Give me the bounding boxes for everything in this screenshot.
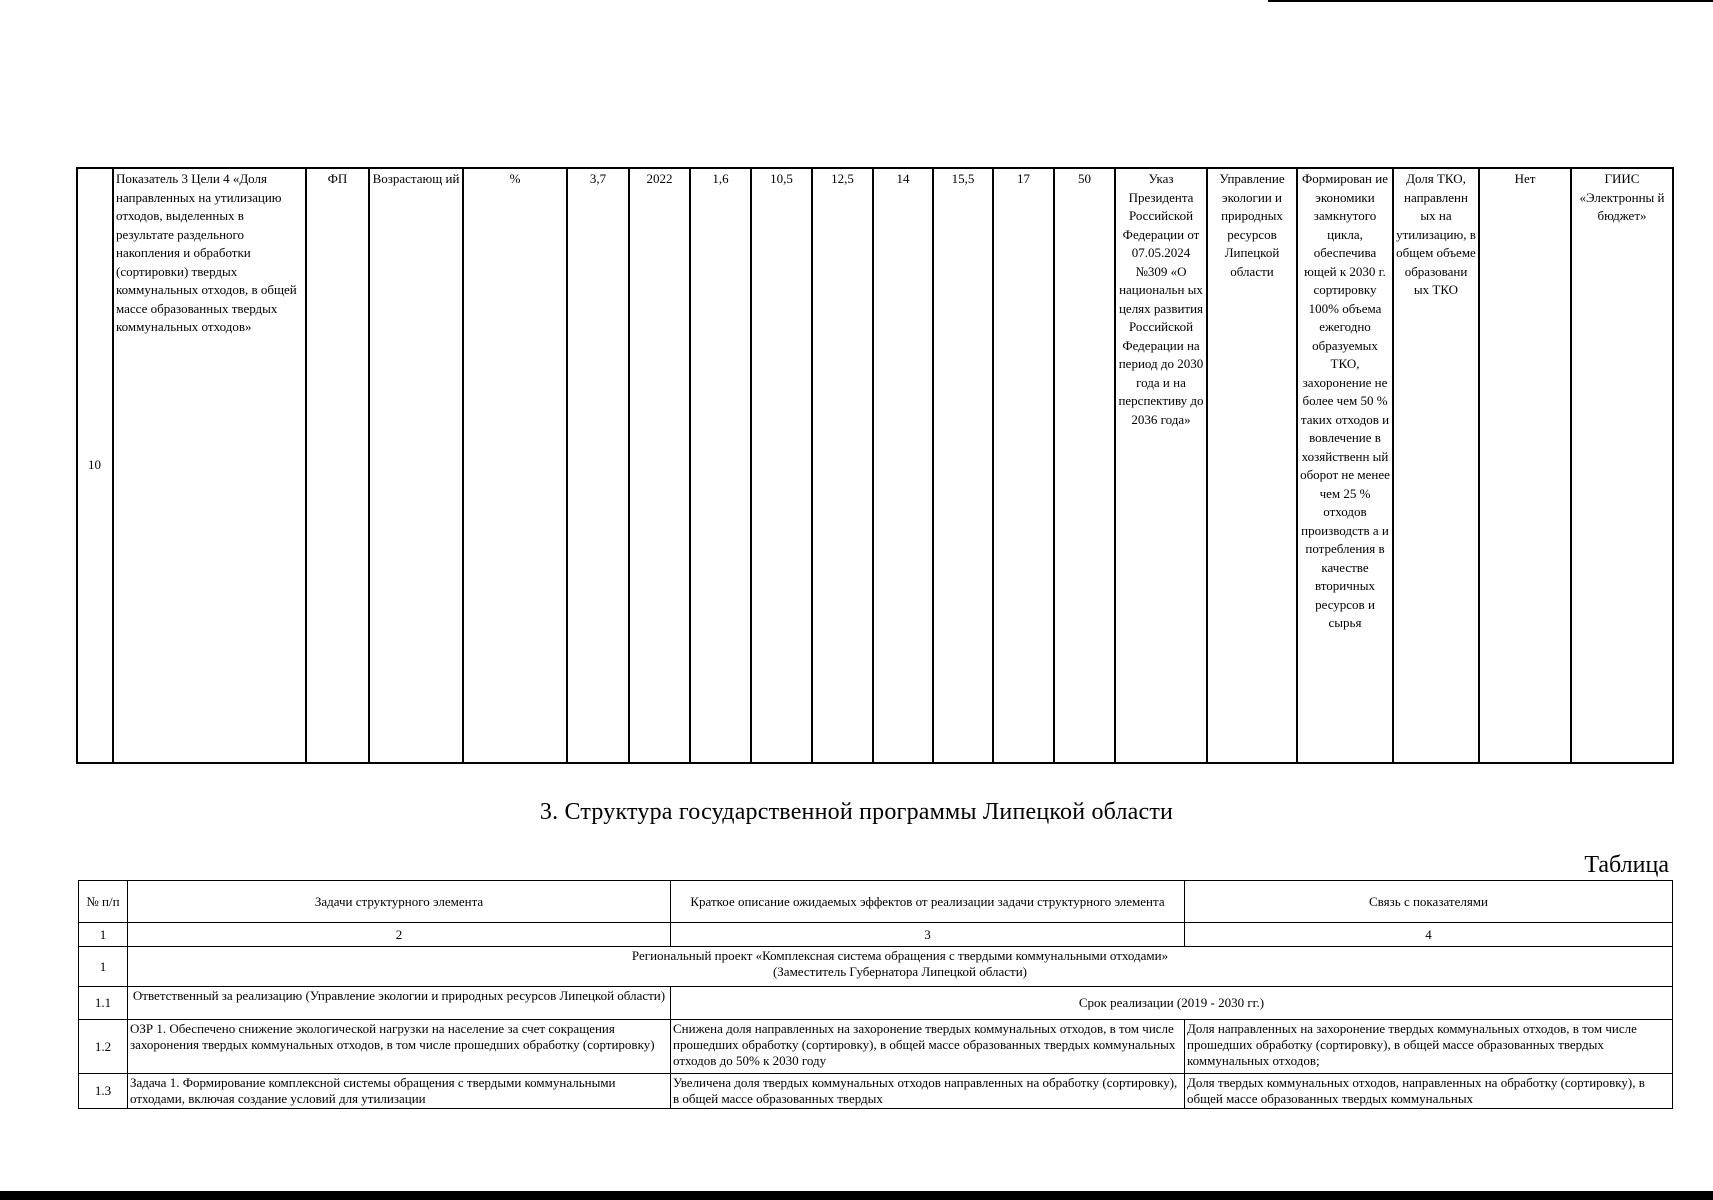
table-row <box>79 1020 1673 1074</box>
structure-table <box>78 880 1673 1109</box>
national-indicator: Доля ТКО, направленн ых на утилизацию, в общем объеме образовани ых ТКО <box>1393 168 1479 763</box>
responsible-body: Управление экологии и природных ресурсов Липецкой области <box>1207 168 1297 763</box>
scan-edge-bottom <box>0 1191 1713 1200</box>
year-value: 1,6 <box>690 168 751 763</box>
responsible-text: Ответственный за реализацию (Управление экологии и природных ресурсов Липецкой области) <box>128 987 671 1020</box>
indicator-unit: % <box>463 168 567 763</box>
column-number: 3 <box>671 923 1185 947</box>
row-number: 1.1 <box>79 987 128 1020</box>
year-value: 14 <box>873 168 933 763</box>
task-cell: Задача 1. Формирование комплексной системы обращения с твердыми коммунальными отходами, включая создание условий для утилизации <box>128 1074 671 1109</box>
row-number: 10 <box>77 168 113 763</box>
column-number: 1 <box>79 923 128 947</box>
indicator-table <box>76 167 1674 764</box>
project-curator: (Заместитель Губернатора Липецкой области) <box>772 964 1028 979</box>
indicator-name: Показатель 3 Цели 4 «Доля направленных на утилизацию отходов, выделенных в результате раздельного накопления и обработки (сортировки) твердых коммунальных отходов, в общей массе образованных твердых коммунальных отходов» <box>113 168 306 763</box>
section-title: 3. Структура государственной программы Липецкой области <box>539 799 1174 825</box>
national-goal-link: Формирован ие экономики замкнутого цикла, обеспечива ющей к 2030 г. сортировку 100% объема ежегодно образуемых ТКО, захоронение не более чем 50 % таких отходов и вовлечение в хозяйственн ый оборот не менее чем 25 % отходов производств а и потребления в качестве вторичных ресурсов и сырья <box>1297 168 1393 763</box>
effect-cell: Увеличена доля твердых коммунальных отходов направленных на обработку (сортировку), в общей массе образованных твердых <box>671 1074 1185 1109</box>
row-number: 1 <box>79 947 128 987</box>
information-system: ГИИС «Электронны й бюджет» <box>1571 168 1673 763</box>
indicator-trend: Возрастающ ий <box>369 168 463 763</box>
indicator-cell: Доля твердых коммунальных отходов, направленных на обработку (сортировку), в общей массе образованных твердых коммунальных <box>1185 1074 1673 1109</box>
base-year: 2022 <box>629 168 690 763</box>
year-value: 10,5 <box>751 168 812 763</box>
indicator-row <box>77 168 1673 763</box>
column-number: 2 <box>128 923 671 947</box>
scan-edge-top <box>1268 0 1713 2</box>
table-row <box>79 1074 1673 1109</box>
row-number: 1.3 <box>79 1074 128 1109</box>
year-value: 17 <box>993 168 1054 763</box>
indicator-cell: Доля направленных на захоронение твердых коммунальных отходов, в том числе прошедших обработку (сортировку), в общей массе образованных твердых коммунальных отходов; <box>1185 1020 1673 1074</box>
governing-document: Указ Президента Российской Федерации от 07.05.2024 №309 «О национальн ых целях развития Российской Федерации на период до 2030 года и на перспективу до 2036 года» <box>1115 168 1207 763</box>
year-value: 15,5 <box>933 168 993 763</box>
header-indicators: Связь с показателями <box>1185 881 1673 923</box>
header-effects: Краткое описание ожидаемых эффектов от реализации задачи структурного элемента <box>671 881 1185 923</box>
column-number: 4 <box>1185 923 1673 947</box>
responsible-row <box>79 987 1673 1020</box>
project-title: Региональный проект «Комплексная система обращения с твердыми коммунальными отходами» <box>631 948 1169 963</box>
header-number: № п/п <box>79 881 128 923</box>
row-number: 1.2 <box>79 1020 128 1074</box>
year-value: 50 <box>1054 168 1115 763</box>
indicator-level: ФП <box>306 168 369 763</box>
year-value: 12,5 <box>812 168 873 763</box>
effect-cell: Снижена доля направленных на захоронение твердых коммунальных отходов, в том числе прошедших обработку (сортировку), в общей массе образованных твердых коммунальных отходов до 50% к 2030 году <box>671 1020 1185 1074</box>
table-label: Таблица <box>1584 852 1669 878</box>
header-tasks: Задачи структурного элемента <box>128 881 671 923</box>
task-cell: ОЗР 1. Обеспечено снижение экологической нагрузки на население за счет сокращения захоронения твердых коммунальных отходов, в том числе прошедших обработку (сортировку) <box>128 1020 671 1074</box>
base-value: 3,7 <box>567 168 629 763</box>
gp-link: Нет <box>1479 168 1571 763</box>
header-row <box>79 881 1673 923</box>
project-title-cell <box>128 947 1673 987</box>
project-row <box>79 947 1673 987</box>
implementation-term: Срок реализации (2019 - 2030 гг.) <box>671 987 1673 1020</box>
column-number-row <box>79 923 1673 947</box>
